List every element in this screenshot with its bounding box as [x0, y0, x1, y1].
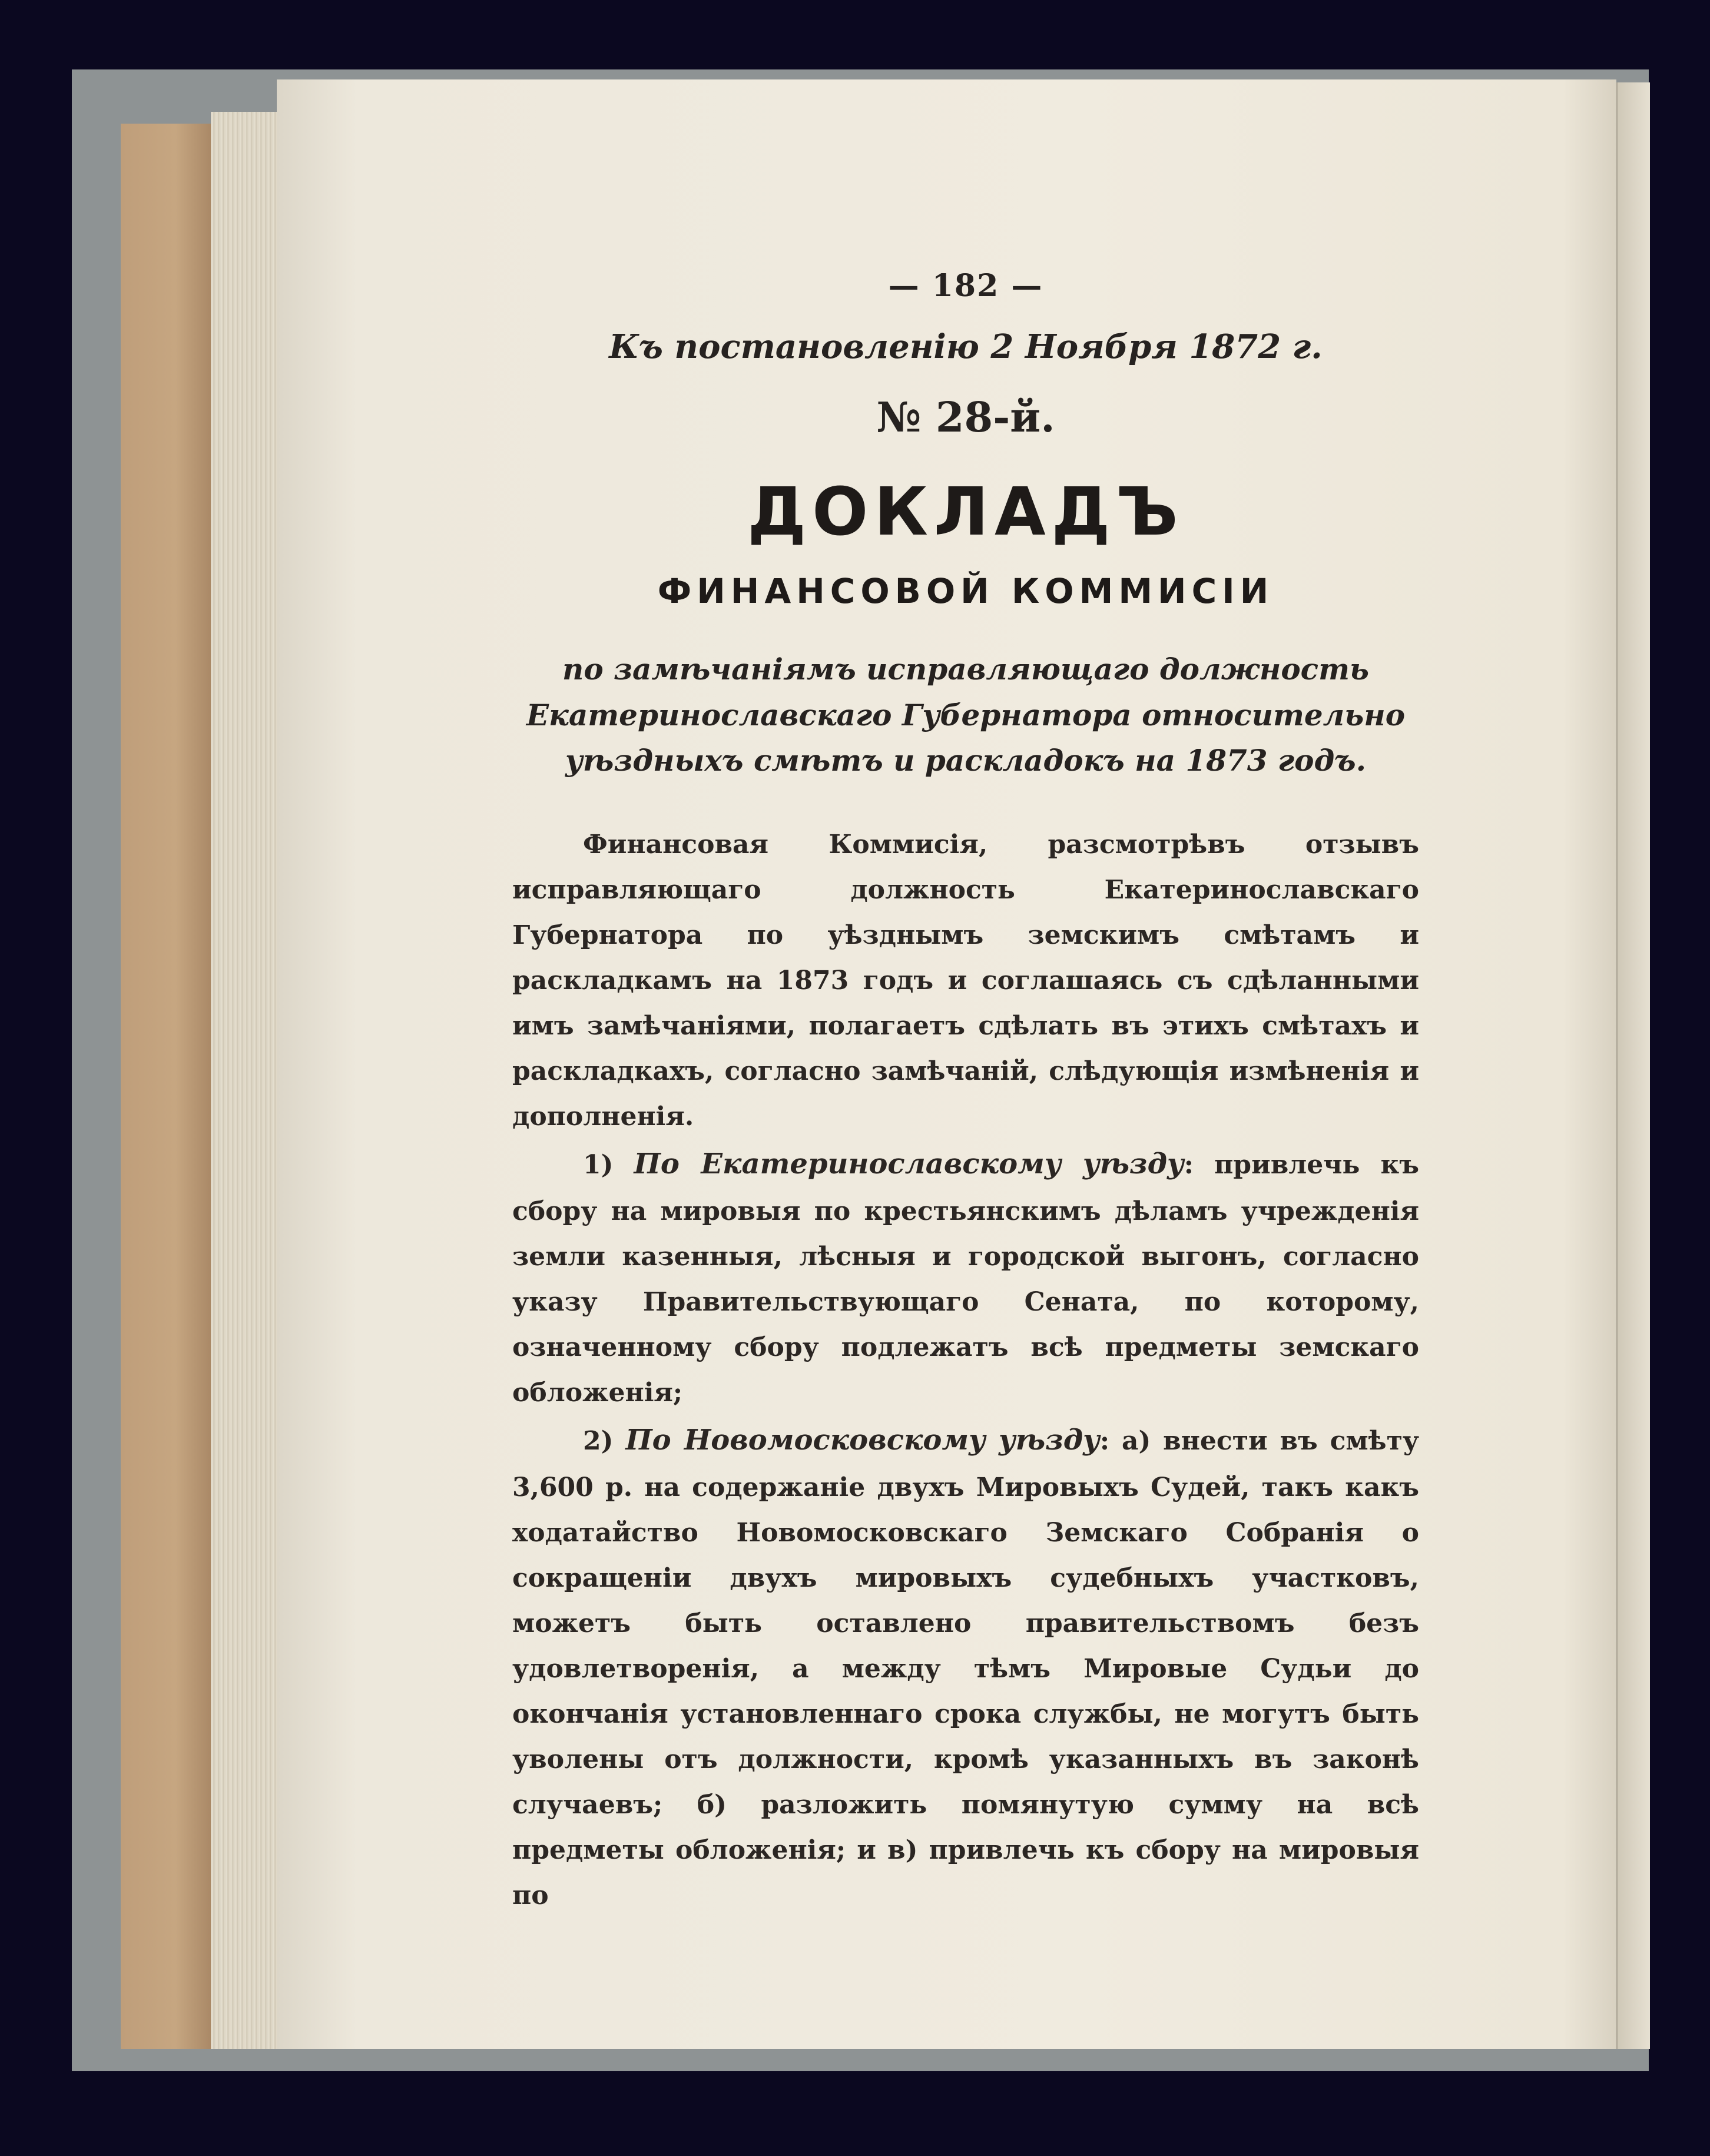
report-heading: ДОКЛАДЪ — [747, 474, 1184, 550]
page-content — [512, 268, 1419, 1918]
item-number: 1) — [583, 1149, 614, 1180]
page-stack-edge — [211, 112, 287, 2049]
paragraph-text: Финансовая Коммисія, разсмотрѣвъ отзывъ исправляющаго должность Екатеринославскаго Губернатора по уѣзднымъ земскимъ смѣтамъ и раскладкамъ на 1873 годъ и соглашаясь съ сдѣланными имъ замѣчаніями, полагаетъ сдѣлать въ этихъ смѣтахъ и раскладкахъ, согласно замѣчаній, слѣдующія измѣненія и дополненія. — [512, 829, 1419, 1132]
paragraph-text: : привлечь къ сбору на мировыя по крестьянскимъ дѣламъ учрежденія земли казенныя, лѣсныя и городской выгонъ, согласно указу Правительствующаго Сената, по которому, означенному сбору подлежатъ всѣ предметы земскаго обложенія; — [512, 1149, 1419, 1408]
item-number: 2) — [583, 1425, 614, 1456]
paragraph-item-2 — [512, 1415, 1419, 1918]
document-number: № 28-й. — [876, 393, 1055, 442]
district-name: По Новомосковскому уѣзду — [625, 1423, 1100, 1457]
decree-reference: Къ постановленію 2 Ноября 1872 г. — [609, 327, 1323, 366]
report-topic: по замѣчаніямъ исправляющаго должность Екатеринославскаго Губернатора относительно уѣздныхъ смѣтъ и раскладокъ на 1873 годъ. — [526, 652, 1406, 778]
next-page-edge — [1616, 82, 1650, 2049]
report-body — [512, 822, 1419, 1918]
paragraph-intro — [512, 822, 1419, 1139]
book-cover-edge — [121, 124, 212, 2049]
district-name: По Екатеринославскому уѣзду — [634, 1147, 1184, 1180]
commission-heading: ФИНАНСОВОЙ КОММИСІИ — [657, 571, 1274, 611]
paragraph-text: : а) внести въ смѣту 3,600 р. на содержаніе двухъ Мировыхъ Судей, такъ какъ ходатайство Новомосковскаго Земскаго Собранія о сокращеніи двухъ мировыхъ судебныхъ участковъ, можетъ быть оставлено правительствомъ безъ удовлетворенія, а между тѣмъ Мировые Судьи до окончанія установленнаго срока службы, не могутъ быть уволены отъ должности, кромѣ указанныхъ въ законѣ случаевъ; б) разложить помянутую сумму на всѣ предметы обложенія; и в) привлечь къ сбору на мировыя по — [512, 1425, 1420, 1910]
paragraph-item-1 — [512, 1139, 1419, 1415]
page-number: — 182 — — [888, 268, 1043, 304]
